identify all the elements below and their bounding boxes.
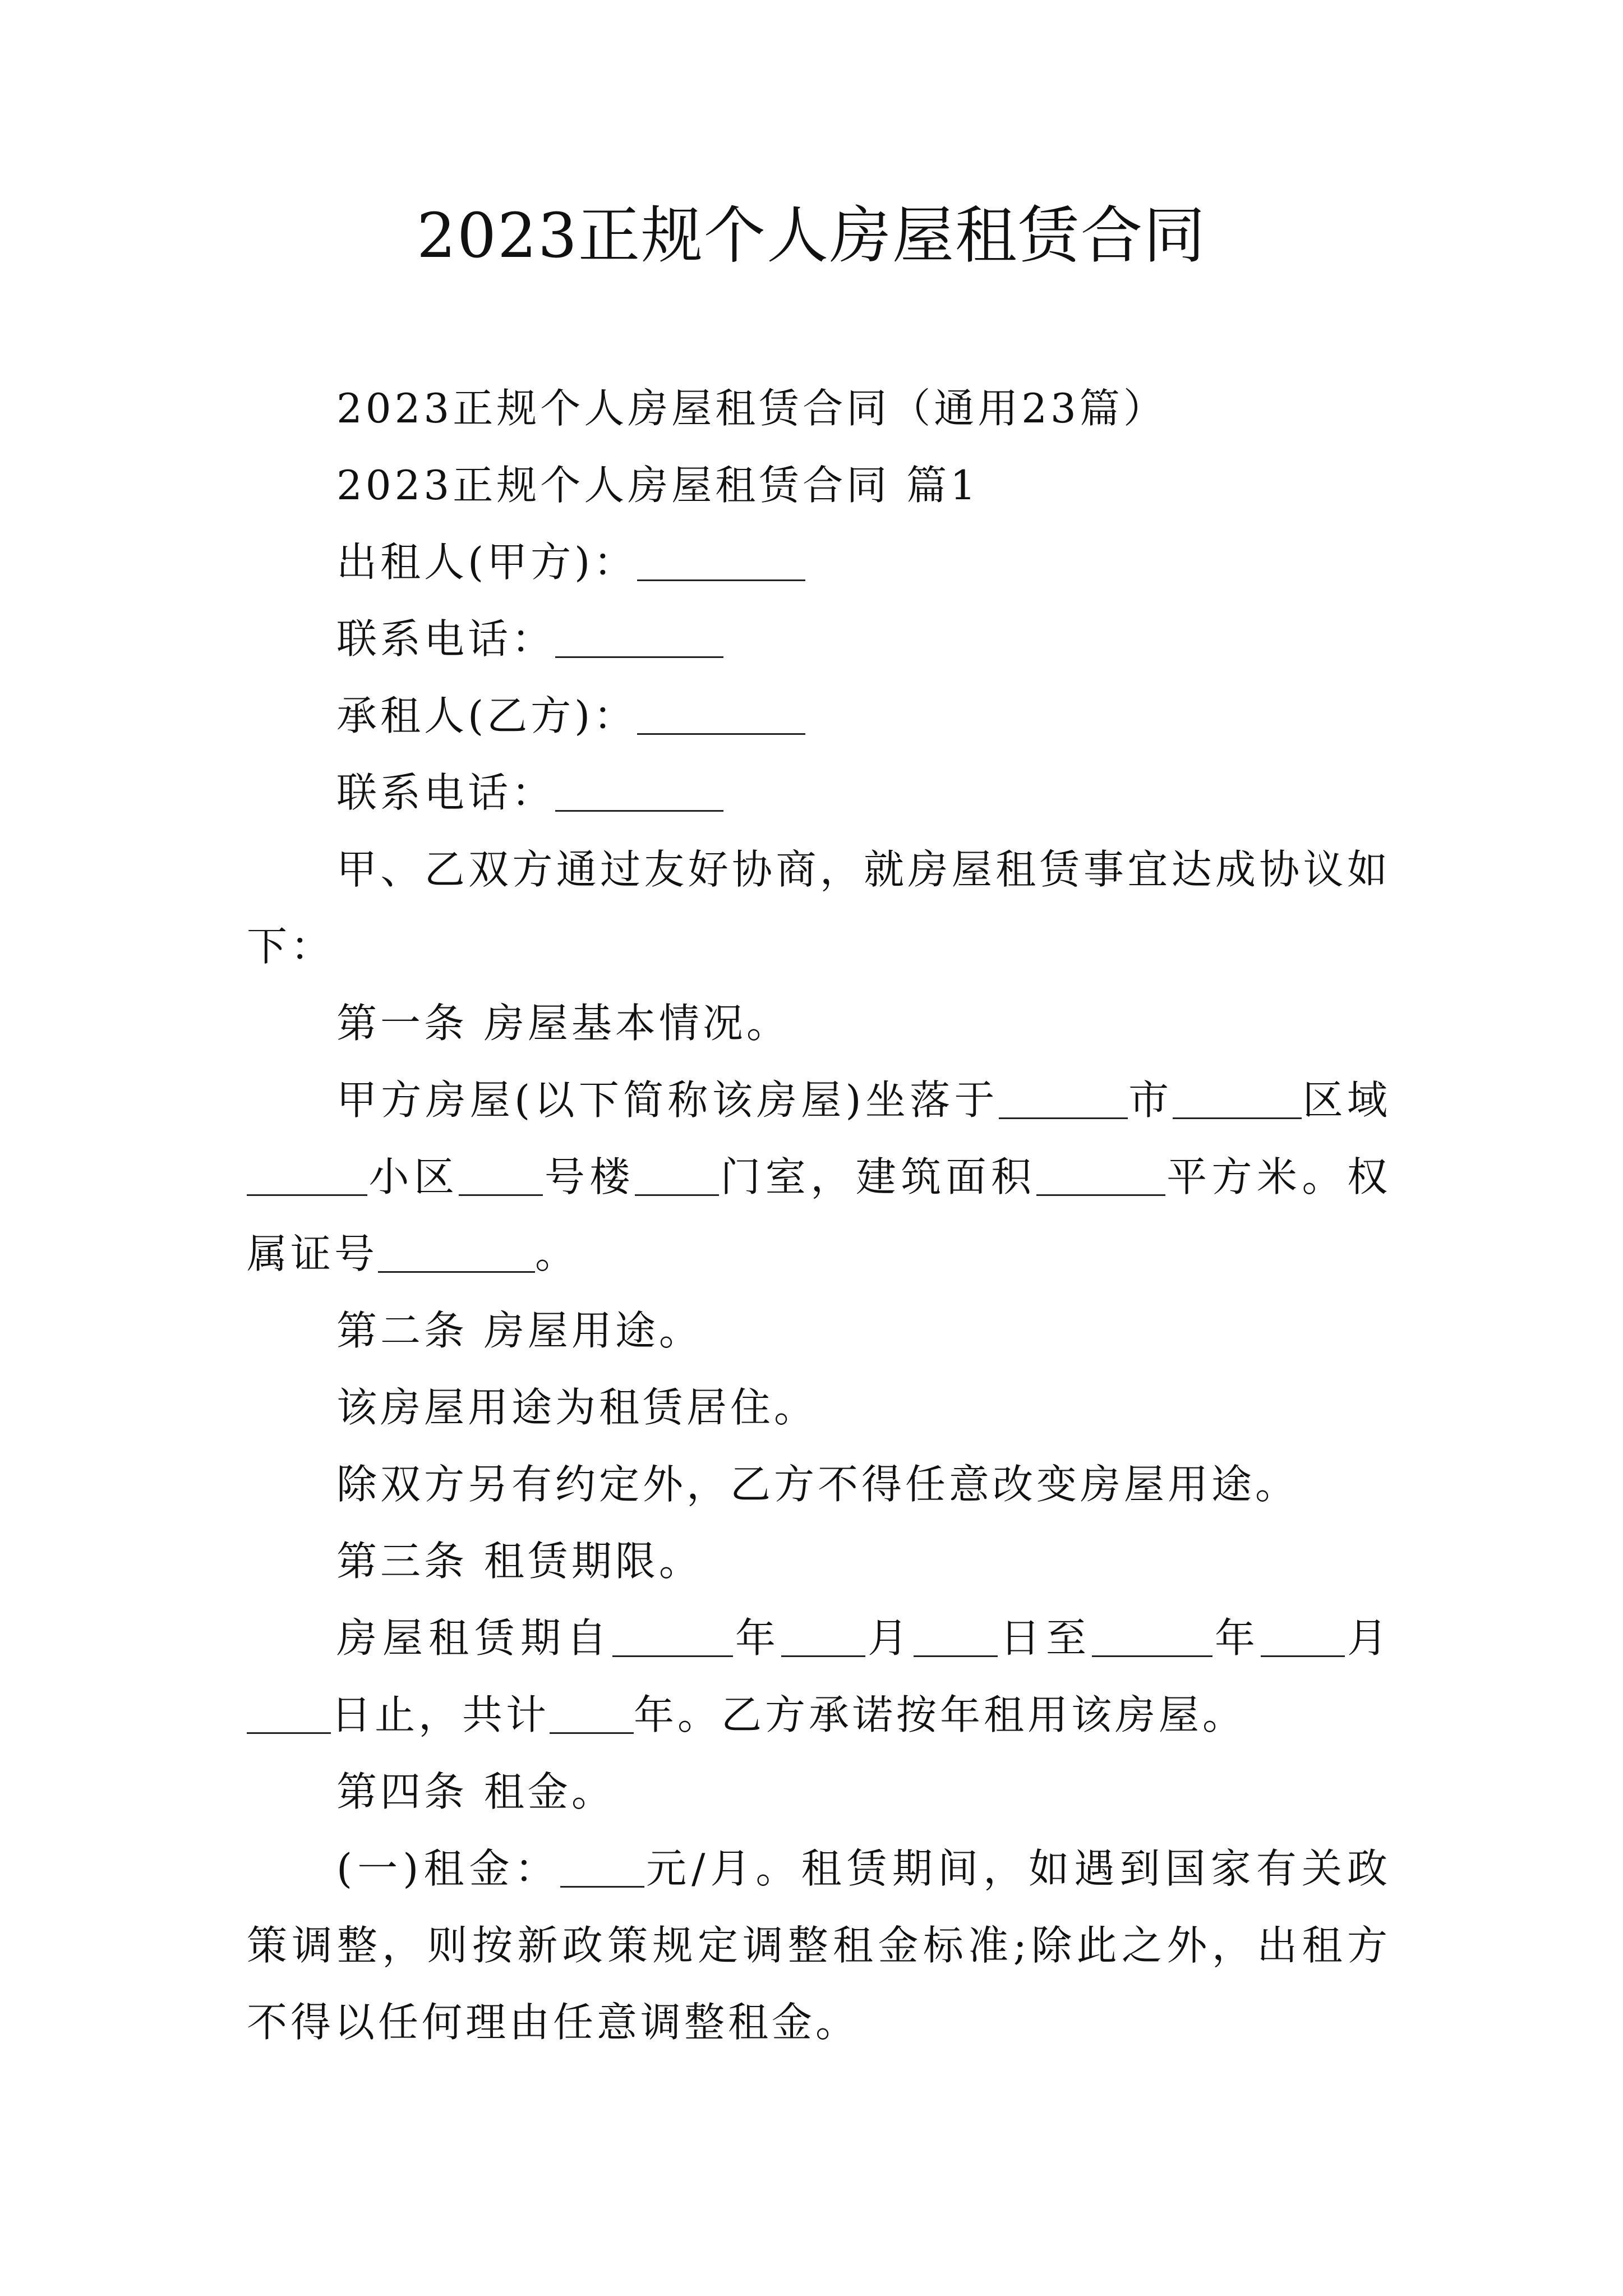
lessor-line <box>247 524 1391 601</box>
text-segment: 年。乙方承诺按年租用该房屋。 <box>634 1691 1247 1738</box>
article-heading: 第一条 房屋基本情况。 <box>336 1000 790 1047</box>
body-text: 除双方另有约定外，乙方不得任意改变房屋用途。 <box>336 1461 1299 1508</box>
blank-field <box>247 1692 331 1734</box>
document-title: 2023正规个人房屋租赁合同 <box>417 200 1206 272</box>
article-heading: 第三条 租赁期限。 <box>336 1538 703 1585</box>
blank-field <box>1173 1077 1302 1119</box>
text-segment: 元/月。租赁期间，如遇到国家有关政策调整，则按新政策规定调整租金标准;除此之外，出租方不得以任何理由任意调整租金。 <box>247 1845 1391 2046</box>
text-segment: 小区 <box>367 1153 459 1200</box>
blank-field <box>637 693 805 735</box>
text-segment: 甲方房屋(以下简称该房屋)坐落于 <box>336 1076 999 1124</box>
rent-paragraph <box>247 1830 1391 2061</box>
subtitle-line: 2023正规个人房屋租赁合同（通用23篇） <box>336 385 1167 432</box>
blank-field <box>1036 1154 1165 1196</box>
blank-field <box>914 1615 998 1657</box>
section-heading: 2023正规个人房屋租赁合同 篇1 <box>336 462 979 509</box>
text-segment: 区域 <box>1302 1076 1391 1124</box>
phone-label: 联系电话： <box>336 769 556 816</box>
blank-field <box>1261 1615 1345 1657</box>
document-body <box>247 370 1391 2061</box>
text-segment: 日止，共计 <box>331 1691 550 1738</box>
blank-field <box>999 1077 1128 1119</box>
lessor-label: 出租人(甲方)： <box>336 539 638 586</box>
blank-field <box>637 539 805 581</box>
blank-field <box>550 1692 634 1734</box>
blank-field <box>555 616 723 658</box>
house-location-paragraph <box>247 1062 1391 1292</box>
text-segment: 日至 <box>997 1614 1092 1662</box>
text-segment: (一)租金： <box>336 1845 560 1892</box>
blank-field <box>635 1154 719 1196</box>
text-segment: 市 <box>1127 1076 1173 1124</box>
blank-field <box>612 1615 733 1657</box>
text-segment: 年 <box>1212 1614 1261 1662</box>
agreement-intro: 甲、乙双方通过友好协商，就房屋租赁事宜达成协议如下： <box>247 846 1391 970</box>
article-heading: 第四条 租金。 <box>336 1768 615 1815</box>
text-segment: 年 <box>732 1614 781 1662</box>
text-segment: 号楼 <box>543 1153 635 1200</box>
blank-field <box>378 1231 535 1273</box>
text-segment: 月 <box>865 1614 914 1662</box>
lessee-line <box>247 678 1391 754</box>
lease-term-paragraph <box>247 1600 1391 1754</box>
lessor-phone-line <box>247 601 1391 678</box>
blank-field <box>1092 1615 1212 1657</box>
blank-field <box>555 770 723 812</box>
text-segment: 房屋租赁期自 <box>336 1614 612 1662</box>
phone-label: 联系电话： <box>336 615 556 662</box>
text-segment: 。 <box>535 1230 579 1277</box>
body-text: 该房屋用途为租赁居住。 <box>336 1384 818 1431</box>
blank-field <box>560 1846 644 1888</box>
lessee-phone-line <box>247 754 1391 831</box>
text-segment: 月 <box>1344 1614 1391 1662</box>
blank-field <box>781 1615 865 1657</box>
blank-field <box>247 1154 367 1196</box>
blank-field <box>459 1154 543 1196</box>
article-heading: 第二条 房屋用途。 <box>336 1307 703 1354</box>
lessee-label: 承租人(乙方)： <box>336 692 638 739</box>
text-segment: 平方米。权属证号 <box>247 1153 1391 1277</box>
text-segment: 门室，建筑面积 <box>718 1153 1036 1200</box>
